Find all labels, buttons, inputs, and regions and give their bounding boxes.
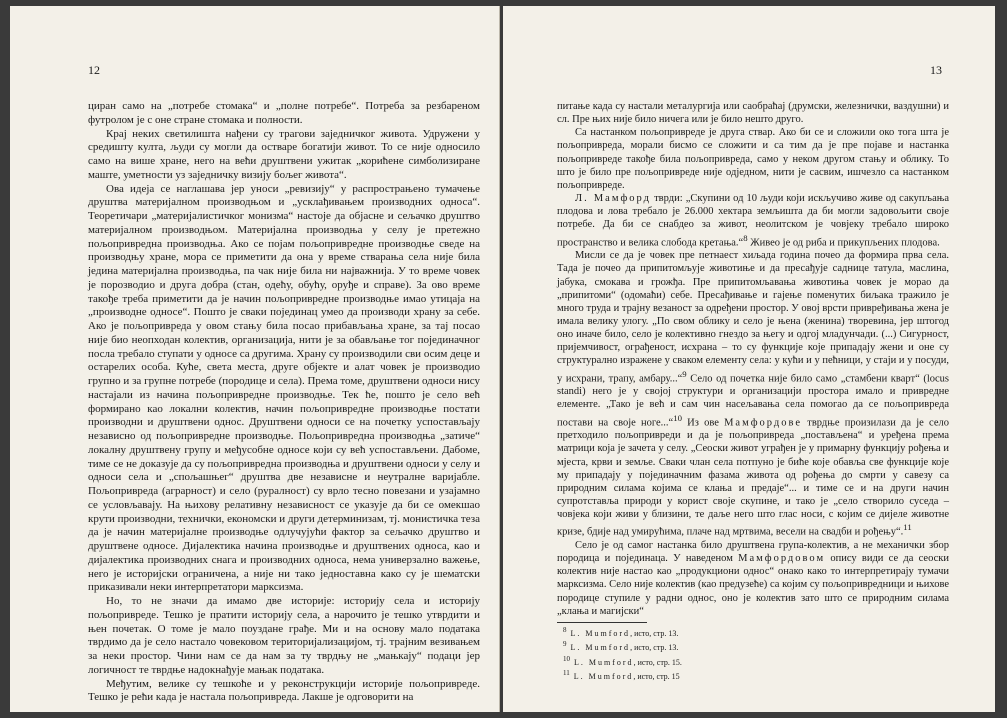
paragraph-text: Село је од самог настанка било друштвена група-колектив, а не механички збор породица и појединаца. У наведеном [557,540,949,565]
footnote-number: 11 [563,669,570,678]
paragraph-text: Село од почетка није било само „стамбени кварт“ (locus standi) него је у својој структури и организацији простора имало и привредне елементе. „Тако је већ и сам чин насељавања села помогао да се пољопривреда постави на своје ноге...“ [557,373,949,429]
footnote [557,654,949,669]
footnote [557,668,949,683]
paragraph-text: Мисли се да је човек пре петнаест хиљада година почео да формира прва села. Тада је почео да припитомљује животиње и да пресађује саднице татула, маслина, јабука, смокава и грожђа. Пре припитомљавања животиња човек је морао да „припитоми“ (одомаћи) себе. Пресађивање и гајење поменутих биљака тражило је много труда и трајну везаност за одређени простор. У овој врсти привређивања жена је имала велику улогу. „По свом облику и село је њена (женина) творевина, јер штогод оно иначе било, село је колективно гнездо за његу и одгој младунчади. (...) Сигурност, пријемчивост, ограђеност, исхрана – то су функције које припадају жени и оне су структурално изражене у сваком елементу села: у кући и у пећници, у стаји и у посуди, у исхрани, трапу, амбару...“ [557,250,949,385]
footnote-mark: 11 [903,522,912,533]
footnote-number: 8 [563,625,567,634]
footnote-divider [557,622,647,623]
footnote [557,625,949,640]
paragraph-text: Живео је од риба и прикупљених плодова. [747,237,940,249]
paragraph [557,539,949,618]
author-name: Мамфордовом [738,553,826,565]
paragraph: Крај неких светилишта нађени су трагови заједничког живота. Удружени у средишту култа, људи су могли да остваре богатији живот. То се није односило само на више хране, него на већи друштвени ужитак „корићене симболизиране маште, уметности уз заједничку визију бољег живота“. [88,127,480,181]
paragraph: Но, то не значи да имамо две историје: историју села и историју пољопривреде. Тешко је пратити историју села, а нарочито је тешко утврдити и њен почетак. О томе је мало поуздане грађе. Ми и на основу мало података тврдимо да је село настало човековом територијализацијом, тј. трајним везивањем за неки простор. Чини нам се да нам за ту тврдњу не „мањкају“ подаци јер логичност те тврдње надокнађује мањак података. [88,595,480,676]
footnote-number: 9 [563,640,567,649]
left-page-text [88,100,480,705]
footnote-ref: , исто, стр. 13. [630,628,679,638]
page-number: 12 [88,63,100,77]
footnote-ref: , исто, стр. 15. [633,657,682,667]
footnote-ref: , исто, стр. 13. [630,643,679,653]
footnote-ref: , исто, стр. 15 [633,672,680,682]
paragraph-text: опису види се да сеоски колектив није настао као „продукциони однос“ онако како то интерпретирају тумачи марксизма. Село није колектив (као предузеће) са којим су пољопривредници и њихове породице ступиле у радни однос, оно је колектив зато што се природним силама „клања и магијски“ [557,553,949,617]
right-page [503,6,995,712]
footnote-author: L. Mumford [570,643,631,653]
footnote-author: L. Mumford [570,628,631,638]
author-name: Л. Мамфорд [575,193,651,205]
footnote-author: L. Mumford [574,657,634,667]
paragraph: Са настанком пољопривреде је друга ствар. Ако би се и сложили око тога шта је пољопривреда, морали бисмо се сложити и са тим да је пре појаве и настанка пољопривреде такође била пољопривреда, само у неком другом стању и облику. То што је било пре пољопривреде није одједном, нити је сасвим, ишчезло са настанком пољопривреде. [557,127,949,191]
footnote-mark: 8 [743,232,748,243]
left-page [10,6,500,712]
paragraph: Ова идеја се наглашава јер уноси „ревизију“ у распрострањено тумачење друштва материјалном производњом и „усклађивањем производних односа“. Теоретичари „материјалистичког монизма“ настоје да објасне и сељачко друштво материјалном производњом. Материјална производња у селу је претежно пољопривредна производња. Ако се појам пољопривредне производње сведе на производњу хране, мора се приметити да она у време стварања села није била једина материјална производња, па чак није била ни најважнија. У то време човек је порозводио и друга добра (стан, одећу, обућу, оруђе и справе). За ово време такође треба приметити да је начин пољопривредне производње имао утицаја на „производне односе“. Пошто је сваки појединац умео да производи храну за себе. Ако је пољопривреда у овом стању била посао прибављања хране, за тај посао није био неопходан колектив, организација, нити је за обављање тог појединачног посла требало ступати у односе са другима. Храну су производили сви осим деце и остарелих особа. Куће, света места, друге објекте и алат човек је производио групно и за групне потребе (породице и села). Према томе, друштвени односи нису настајали из начина пољопривредне производње. Тек ће, пошто је село већ формирано као локални колектив, начин пољопривредне производње постати производни и друштвени однос. Друштвени односи се на почетку успостављају независно од пољопривредне производње. Пољопривредна производња „затиче“ локалну друштвену групу и међусобне односе који су већ успостављени. Дабоме, тиме се не доказује да су пољопривредна производња и друштвени односи у селу и односи села и „спољашњег“ друштва две независне и неутралне варијабле. Пољопривреда (аграрност) и село (руралност) су врло тесно повезани и узајамно се условљавају. На њихову релативну независност се указује да би се омекшао крути производни, технички, економски и други детерминизам, тј. монистичка теза да је начин материјалне производње одлучујући фактор за сељачко друштво и друштвене односе. Дијалектика начина производње и друштвених односа, као и дијалектика производних снага и производних односа, нема универзално важење, него је историјски ограничена, а није ни тако једноставна како су је шематски приказивали неки интерпретатори марксизма. [88,182,480,594]
page-number: 13 [930,63,942,77]
paragraph-text: тврдње произилази да је село претходило пољопривреди и да је пољопривреда „постављена“ и уређена према матрици која је зачета у селу. „Сеоски живот уграђен је у примарну функцију рођења и мјеста, крви и земље. Сваки члан села потпуно је биће које обавља све функције које му припадају у појединачним фазама живота од рођења до смрти у савезу са природним силама којима се клања и предаје“... и тиме се и на други начин супротставља природи у корист своје скупине, и тако је „село створило суседа – човјека који живи у близини, те даље него што глас носи, с којим се дијеле животне кризе, бдије над умирућима, плаче над мртвима, весели на свадби и рођењу“. [557,417,949,538]
right-page-text [557,100,949,683]
paragraph: питање када су настали металургија или саобраћај (друмски, железнички, ваздушни) и сл. Пре њих није било ничега или је било нешто друго. [557,101,949,126]
footnote [557,639,949,654]
paragraph-text: Из ове [681,417,725,429]
footnote-mark: 10 [673,412,682,423]
author-name: Мамфордове [724,417,803,429]
paragraph: циран само на „потребе стомака“ и „полне потребе“. Потреба за резбареном футролом је с оне стране стомака и полности. [88,100,480,126]
footnote-mark: 9 [682,368,687,379]
footnote-author: L. Mumford [573,672,634,682]
paragraph-text: тврди: „Скупини од 10 људи који искључиво живе од сакупљања плодова и лова требало је 26.000 хектара земљишта да би могли задовољити своје потребе. Да би се снабдео за живот, неолитском је човјеку требало широко пространство и велика слобода кретања.“ [557,193,949,249]
footnote-number: 10 [563,654,570,663]
paragraph: Међутим, велике су тешкоће и у реконструкцији историје пољопривреде. Тешко је рећи када је настала пољопривреда. Лакше је одговорити на [88,677,480,704]
paragraph [557,249,949,539]
paragraph [557,192,949,249]
